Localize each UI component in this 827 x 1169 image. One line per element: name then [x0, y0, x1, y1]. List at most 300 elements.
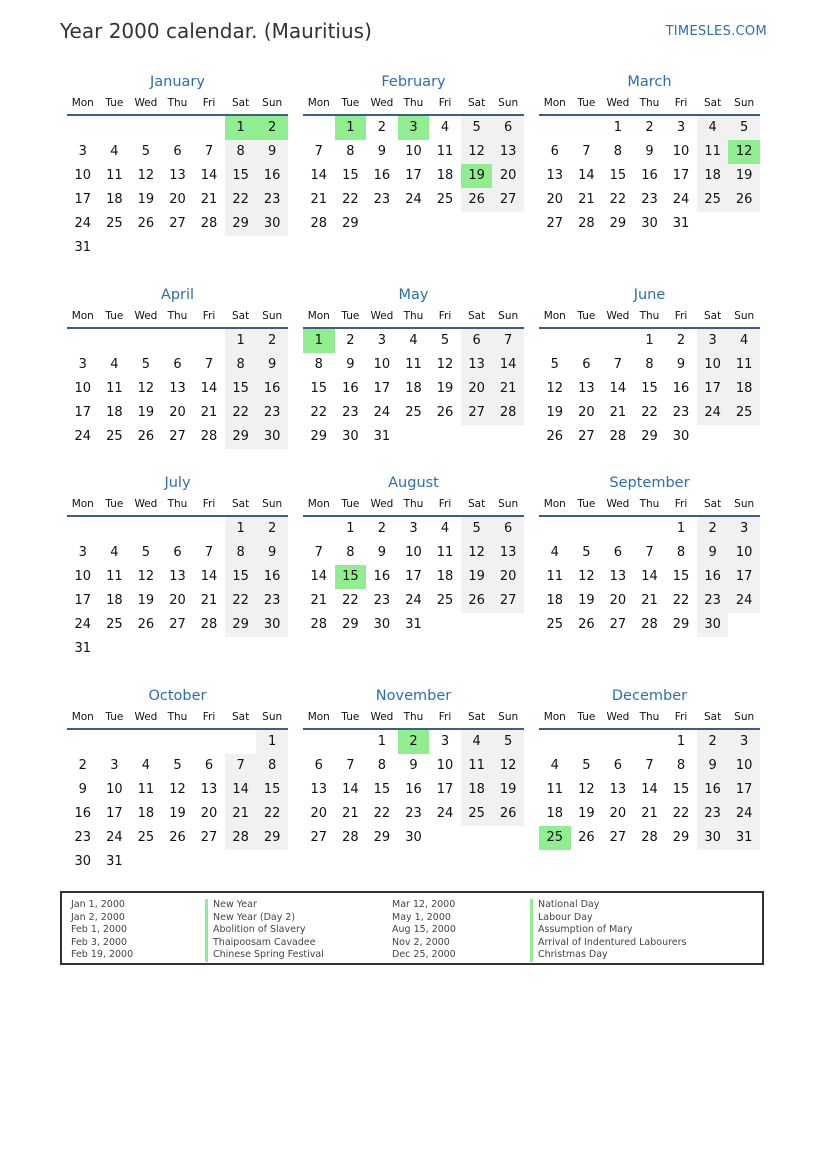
weekday-label: Mon	[307, 97, 330, 109]
day-cell: 17	[728, 565, 760, 589]
brand-link[interactable]: TIMESLES.COM	[665, 24, 767, 39]
weekday-header	[539, 706, 760, 730]
day-cell: 14	[578, 168, 595, 183]
weekday-label: Wed	[134, 498, 158, 510]
weekday-label: Fri	[202, 97, 216, 109]
day-cell: 14	[310, 168, 328, 183]
weekday-label: Thu	[403, 97, 424, 109]
month-october	[67, 686, 288, 874]
weekday-label: Wed	[134, 97, 158, 109]
empty-cell	[130, 329, 162, 353]
day-cell: 15	[641, 381, 658, 396]
day-cell: 14	[641, 569, 658, 584]
day-cell: 13	[578, 381, 595, 396]
day-cell: 20	[546, 192, 564, 207]
day-cell: 20	[609, 593, 627, 608]
month-name: June	[633, 287, 666, 303]
empty-cell	[130, 116, 162, 140]
legend-holiday-name: Labour Day	[530, 912, 687, 925]
month-january	[67, 72, 288, 260]
day-cell: 10	[728, 541, 760, 565]
day-cell: 18	[405, 381, 422, 396]
weekday-header	[303, 493, 524, 517]
day-cell: 9	[697, 754, 729, 778]
weekday-header	[539, 305, 760, 329]
day-cell: 11	[728, 353, 760, 377]
day-cell: 8	[676, 545, 686, 560]
day-cell: 3	[697, 329, 729, 353]
legend-date: Aug 15, 2000	[392, 924, 456, 936]
weekday-label: Sun	[734, 498, 755, 510]
day-cell: 6	[613, 758, 623, 773]
weekday-label: Sun	[262, 498, 283, 510]
day-cell: 22	[225, 589, 257, 613]
day-cell: 7	[613, 357, 623, 372]
empty-cell	[571, 730, 603, 754]
day-cell: 28	[492, 401, 524, 425]
weekday-label: Mon	[543, 310, 566, 322]
day-cell: 29	[672, 617, 690, 632]
month-name: February	[381, 74, 446, 90]
day-cell: 21	[492, 377, 524, 401]
day-cell: 1	[346, 521, 355, 536]
day-cell: 16	[256, 377, 288, 401]
day-cell: 12	[461, 140, 493, 164]
day-cell: 11	[697, 140, 729, 164]
day-cell: 6	[613, 545, 623, 560]
weekday-label: Wed	[134, 711, 158, 723]
day-grid	[67, 329, 288, 449]
day-cell: 27	[492, 188, 524, 212]
day-cell: 3	[409, 521, 418, 536]
day-cell: 7	[346, 758, 355, 773]
day-cell: 12	[546, 381, 564, 396]
day-cell: 3	[78, 545, 87, 560]
day-cell: 2	[377, 120, 387, 135]
empty-cell	[67, 329, 99, 353]
day-cell: 27	[492, 589, 524, 613]
empty-cell	[130, 517, 162, 541]
weekday-label: Fri	[674, 711, 688, 723]
day-grid	[67, 517, 288, 661]
day-cell: 10	[405, 545, 422, 560]
day-cell: 17	[106, 806, 123, 821]
day-cell: 5	[141, 545, 151, 560]
weekday-header	[67, 92, 288, 116]
day-cell: 28	[641, 617, 658, 632]
day-cell: 24	[697, 401, 729, 425]
day-cell: 1	[225, 329, 257, 353]
day-cell: 7	[225, 754, 257, 778]
weekday-label: Sat	[231, 711, 250, 723]
day-cell: 14	[200, 569, 218, 584]
day-cell: 5	[492, 730, 524, 754]
weekday-label: Sun	[734, 310, 755, 322]
day-cell: 19	[436, 381, 454, 396]
empty-cell	[571, 329, 603, 353]
day-cell: 31	[106, 854, 123, 869]
day-cell: 2	[645, 120, 654, 135]
day-cell: 14	[641, 782, 658, 797]
day-cell: 27	[546, 216, 564, 231]
day-cell: 23	[373, 593, 391, 608]
day-cell: 8	[346, 545, 355, 560]
legend-date: Nov 2, 2000	[392, 936, 450, 948]
weekday-label: Sun	[262, 711, 283, 723]
day-cell: 18	[728, 377, 760, 401]
day-cell: 23	[641, 192, 658, 207]
weekday-label: Tue	[105, 97, 124, 109]
day-cell: 4	[440, 120, 450, 135]
month-november	[303, 686, 524, 850]
day-cell: 3	[377, 333, 387, 348]
day-cell: 26	[137, 216, 155, 231]
day-cell: 14	[200, 381, 218, 396]
weekday-header	[303, 92, 524, 116]
day-cell: 22	[609, 192, 627, 207]
day-cell: 15	[310, 381, 328, 396]
day-cell: 19	[578, 806, 595, 821]
day-cell: 30	[342, 429, 359, 444]
weekday-header	[67, 706, 288, 730]
empty-cell	[303, 517, 335, 541]
month-september	[539, 473, 760, 637]
day-cell: 29	[225, 425, 257, 449]
day-cell: 23	[373, 192, 391, 207]
day-cell: 5	[582, 758, 591, 773]
day-cell: 4	[461, 730, 493, 754]
empty-cell	[99, 517, 131, 541]
weekday-label: Tue	[577, 310, 596, 322]
day-cell: 22	[641, 405, 658, 420]
day-cell: 10	[436, 758, 454, 773]
legend-holiday-name: National Day	[530, 899, 687, 912]
day-cell: 13	[609, 782, 627, 797]
weekday-label: Thu	[403, 498, 424, 510]
weekday-label: Fri	[202, 310, 216, 322]
weekday-label: Thu	[639, 310, 660, 322]
legend-holiday-name: Abolition of Slavery	[205, 924, 324, 937]
legend-holiday-name: New Year (Day 2)	[205, 912, 324, 925]
day-cell: 7	[204, 144, 214, 159]
legend-names-right	[530, 899, 687, 962]
day-cell: 19	[137, 405, 155, 420]
day-cell: 4	[141, 758, 151, 773]
empty-cell	[602, 730, 634, 754]
legend-date: Jan 2, 2000	[71, 911, 125, 923]
empty-cell	[634, 517, 666, 541]
day-cell: 30	[256, 212, 288, 236]
day-cell: 26	[578, 830, 595, 845]
empty-cell	[99, 730, 131, 754]
empty-cell	[539, 329, 571, 353]
day-cell: 22	[672, 806, 690, 821]
day-cell: 28	[578, 216, 595, 231]
holiday-day-cell: 1	[225, 116, 257, 140]
day-cell: 30	[256, 425, 288, 449]
day-cell: 15	[373, 782, 391, 797]
legend-holiday-name: Thaipoosam Cavadee	[205, 937, 324, 950]
day-cell: 9	[346, 357, 355, 372]
day-cell: 25	[461, 802, 493, 826]
weekday-header	[67, 493, 288, 517]
month-name: January	[150, 74, 205, 90]
day-cell: 22	[256, 802, 288, 826]
day-cell: 30	[672, 429, 690, 444]
legend-date: Feb 1, 2000	[71, 924, 128, 936]
day-cell: 7	[314, 545, 323, 560]
empty-cell	[193, 329, 225, 353]
weekday-label: Wed	[134, 310, 158, 322]
day-cell: 2	[697, 517, 729, 541]
day-cell: 20	[169, 192, 186, 207]
day-cell: 26	[546, 429, 564, 444]
day-cell: 4	[728, 329, 760, 353]
day-cell: 17	[373, 381, 391, 396]
weekday-label: Thu	[639, 711, 660, 723]
day-cell: 7	[204, 545, 214, 560]
day-cell: 17	[697, 377, 729, 401]
day-cell: 19	[461, 565, 493, 589]
weekday-label: Sun	[498, 97, 519, 109]
month-december	[539, 686, 760, 850]
weekday-label: Mon	[543, 711, 566, 723]
day-cell: 13	[169, 168, 186, 183]
day-cell: 1	[645, 333, 654, 348]
day-cell: 25	[728, 401, 760, 425]
day-cell: 5	[141, 144, 151, 159]
day-cell: 20	[492, 565, 524, 589]
day-cell: 15	[342, 168, 359, 183]
day-cell: 4	[110, 144, 119, 159]
day-cell: 10	[697, 353, 729, 377]
day-cell: 26	[137, 429, 155, 444]
day-cell: 4	[110, 545, 119, 560]
day-cell: 17	[74, 593, 92, 608]
legend-date: Feb 19, 2000	[71, 949, 134, 961]
weekday-label: Mon	[307, 498, 330, 510]
day-cell: 24	[728, 589, 760, 613]
day-cell: 5	[173, 758, 182, 773]
empty-cell	[67, 730, 99, 754]
weekday-label: Tue	[105, 711, 124, 723]
legend-date: May 1, 2000	[392, 911, 451, 923]
weekday-label: Thu	[167, 97, 188, 109]
legend-holiday-name: Chinese Spring Festival	[205, 949, 324, 962]
day-cell: 26	[169, 830, 186, 845]
weekday-label: Fri	[674, 310, 688, 322]
day-grid	[303, 329, 524, 449]
month-name: December	[611, 688, 688, 704]
day-cell: 16	[697, 778, 729, 802]
day-cell: 29	[225, 613, 257, 637]
day-cell: 22	[672, 593, 690, 608]
day-cell: 11	[405, 357, 422, 372]
day-cell: 8	[613, 144, 623, 159]
weekday-label: Wed	[606, 498, 630, 510]
weekday-header	[67, 305, 288, 329]
day-cell: 27	[609, 617, 627, 632]
day-cell: 6	[550, 144, 559, 159]
weekday-label: Mon	[71, 711, 94, 723]
day-cell: 14	[609, 381, 627, 396]
day-cell: 16	[373, 168, 391, 183]
weekday-label: Wed	[370, 310, 394, 322]
month-name: October	[148, 688, 207, 704]
weekday-label: Fri	[438, 498, 452, 510]
day-cell: 18	[697, 164, 729, 188]
day-cell: 2	[346, 333, 355, 348]
day-cell: 29	[609, 216, 627, 231]
day-cell: 13	[546, 168, 564, 183]
day-cell: 13	[492, 140, 524, 164]
weekday-label: Tue	[105, 310, 124, 322]
day-cell: 16	[672, 381, 690, 396]
day-cell: 10	[672, 144, 690, 159]
weekday-label: Fri	[438, 711, 452, 723]
day-cell: 27	[200, 830, 218, 845]
day-cell: 10	[405, 144, 422, 159]
day-cell: 19	[728, 164, 760, 188]
month-name: March	[627, 74, 672, 90]
day-cell: 9	[697, 541, 729, 565]
day-cell: 6	[314, 758, 323, 773]
empty-cell	[193, 730, 225, 754]
weekday-label: Wed	[370, 711, 394, 723]
day-cell: 24	[74, 617, 92, 632]
day-cell: 30	[641, 216, 658, 231]
empty-cell	[99, 329, 131, 353]
day-cell: 23	[697, 802, 729, 826]
weekday-label: Sat	[467, 711, 486, 723]
day-cell: 25	[137, 830, 155, 845]
day-cell: 9	[645, 144, 654, 159]
day-cell: 15	[609, 168, 627, 183]
day-cell: 21	[200, 192, 218, 207]
day-cell: 26	[436, 405, 454, 420]
day-cell: 25	[436, 593, 454, 608]
day-cell: 27	[461, 401, 493, 425]
day-cell: 16	[405, 782, 422, 797]
day-cell: 4	[440, 521, 450, 536]
empty-cell	[193, 517, 225, 541]
empty-cell	[67, 116, 99, 140]
day-cell: 3	[440, 734, 450, 749]
day-cell: 18	[106, 405, 123, 420]
day-cell: 25	[106, 617, 123, 632]
day-cell: 25	[106, 429, 123, 444]
day-cell: 4	[697, 116, 729, 140]
empty-cell	[539, 730, 571, 754]
day-cell: 9	[377, 545, 387, 560]
day-cell: 23	[672, 405, 690, 420]
weekday-label: Sat	[231, 97, 250, 109]
month-name: July	[164, 475, 191, 491]
day-cell: 30	[373, 617, 391, 632]
day-cell: 17	[728, 778, 760, 802]
empty-cell	[303, 730, 335, 754]
day-grid	[539, 517, 760, 637]
weekday-label: Fri	[202, 711, 216, 723]
weekday-label: Tue	[341, 97, 360, 109]
weekday-label: Sat	[703, 97, 722, 109]
day-cell: 18	[436, 569, 454, 584]
day-cell: 25	[697, 188, 729, 212]
weekday-label: Tue	[341, 498, 360, 510]
day-cell: 19	[492, 778, 524, 802]
weekday-label: Mon	[543, 498, 566, 510]
day-cell: 16	[373, 569, 391, 584]
day-cell: 13	[310, 782, 328, 797]
day-cell: 16	[256, 565, 288, 589]
weekday-label: Fri	[674, 97, 688, 109]
weekday-label: Thu	[167, 310, 188, 322]
day-cell: 29	[310, 429, 328, 444]
weekday-label: Tue	[577, 97, 596, 109]
day-grid	[303, 517, 524, 637]
day-grid	[303, 116, 524, 236]
day-cell: 6	[173, 545, 182, 560]
day-cell: 14	[310, 569, 328, 584]
weekday-label: Tue	[105, 498, 124, 510]
day-cell: 5	[728, 116, 760, 140]
day-cell: 28	[310, 617, 328, 632]
day-cell: 9	[377, 144, 387, 159]
empty-cell	[162, 730, 194, 754]
day-cell: 11	[436, 144, 454, 159]
empty-cell	[539, 517, 571, 541]
weekday-header	[539, 493, 760, 517]
weekday-label: Sun	[734, 97, 755, 109]
day-cell: 26	[137, 617, 155, 632]
day-cell: 9	[256, 541, 288, 565]
weekday-label: Thu	[639, 498, 660, 510]
page-title: Year 2000 calendar. (Mauritius)	[60, 19, 372, 43]
month-august	[303, 473, 524, 637]
month-june	[539, 285, 760, 449]
empty-cell	[162, 329, 194, 353]
day-cell: 21	[200, 593, 218, 608]
day-cell: 6	[582, 357, 591, 372]
day-cell: 18	[546, 593, 564, 608]
empty-cell	[571, 116, 603, 140]
day-cell: 17	[405, 168, 422, 183]
day-cell: 16	[697, 565, 729, 589]
day-cell: 22	[373, 806, 391, 821]
day-cell: 30	[697, 613, 729, 637]
day-cell: 12	[436, 357, 454, 372]
day-cell: 17	[74, 192, 92, 207]
day-cell: 20	[169, 405, 186, 420]
day-cell: 21	[310, 192, 328, 207]
day-cell: 24	[405, 593, 422, 608]
day-cell: 23	[256, 188, 288, 212]
day-cell: 29	[342, 617, 359, 632]
holiday-day-cell: 12	[728, 140, 760, 164]
month-name: November	[375, 688, 452, 704]
day-cell: 1	[676, 734, 686, 749]
weekday-label: Sat	[467, 97, 486, 109]
day-cell: 12	[137, 381, 155, 396]
day-cell: 1	[225, 517, 257, 541]
weekday-label: Wed	[370, 97, 394, 109]
day-cell: 13	[461, 353, 493, 377]
weekday-label: Sun	[262, 97, 283, 109]
day-cell: 17	[74, 405, 92, 420]
day-cell: 5	[461, 116, 493, 140]
day-cell: 28	[200, 216, 218, 231]
day-cell: 28	[200, 429, 218, 444]
